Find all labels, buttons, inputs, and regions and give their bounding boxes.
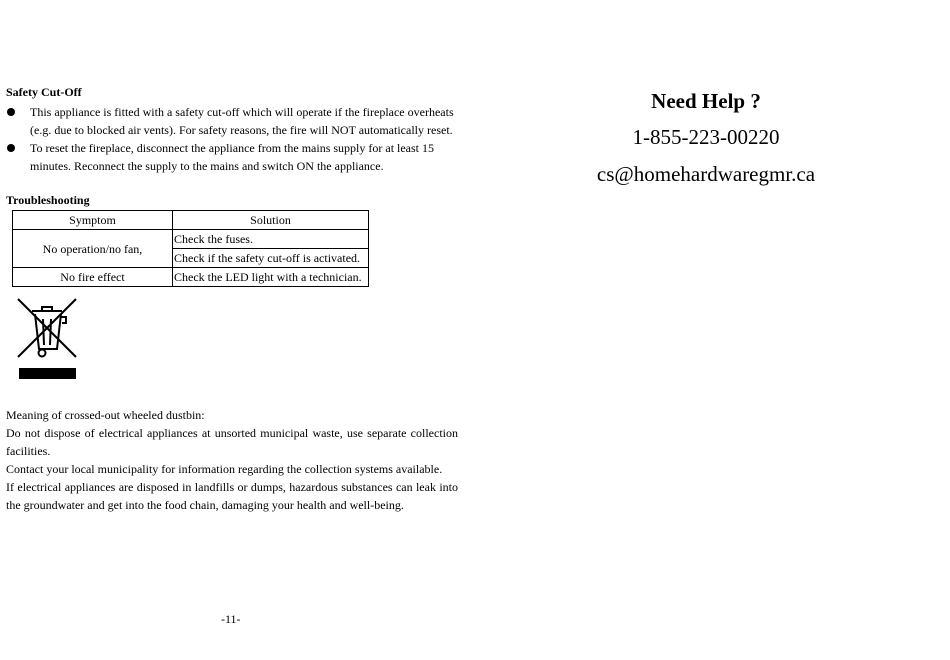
symptom-cell: No operation/no fan, bbox=[13, 230, 173, 268]
troubleshooting-table bbox=[12, 210, 369, 287]
help-panel bbox=[500, 86, 912, 189]
safety-bullet bbox=[6, 103, 458, 139]
bullet-dot-icon bbox=[7, 144, 15, 152]
safety-heading: Safety Cut-Off bbox=[6, 85, 82, 99]
safety-bullet-text: This appliance is fitted with a safety cut-off which will operate if the fireplace overheats (e.g. due to blocked air vents). For safety reasons, the fire will NOT automatically reset. bbox=[30, 105, 454, 137]
weee-paragraph: Do not dispose of electrical appliances at unsorted municipal waste, use separate collection facilities. bbox=[6, 426, 458, 458]
safety-bullet bbox=[6, 139, 458, 175]
bullet-dot-icon bbox=[7, 108, 15, 116]
safety-bullet-list bbox=[6, 103, 458, 175]
help-title: Need Help ? bbox=[651, 89, 761, 113]
help-phone: 1-855-223-00220 bbox=[632, 125, 780, 149]
page-number: -11- bbox=[221, 612, 241, 626]
solution-cell: Check the LED light with a technician. bbox=[173, 268, 369, 287]
help-email: cs@homehardwaregmr.ca bbox=[596, 162, 816, 186]
solution-cell: Check if the safety cut-off is activated. bbox=[173, 249, 369, 268]
symptom-cell: No fire effect bbox=[13, 268, 173, 287]
table-header-row bbox=[13, 211, 369, 230]
weee-text-block bbox=[6, 406, 458, 514]
troubleshooting-heading: Troubleshooting bbox=[6, 193, 90, 207]
column-header-solution: Solution bbox=[173, 211, 369, 230]
weee-paragraph: Contact your local municipality for information regarding the collection systems available. bbox=[6, 462, 443, 476]
left-column bbox=[6, 84, 458, 514]
table-row bbox=[13, 230, 369, 249]
weee-paragraph: If electrical appliances are disposed in landfills or dumps, hazardous substances can leak into the groundwater and get into the food chain, damaging your health and well-being. bbox=[6, 480, 458, 512]
solution-cell: Check the fuses. bbox=[173, 230, 369, 249]
crossed-out-wheeled-bin-icon bbox=[14, 295, 80, 381]
weee-paragraph: Meaning of crossed-out wheeled dustbin: bbox=[6, 408, 205, 422]
column-header-symptom: Symptom bbox=[13, 211, 173, 230]
table-row bbox=[13, 268, 369, 287]
safety-bullet-text: To reset the fireplace, disconnect the appliance from the mains supply for at least 15 minutes. Reconnect the supply to the mains and switch ON the appliance. bbox=[30, 141, 435, 173]
